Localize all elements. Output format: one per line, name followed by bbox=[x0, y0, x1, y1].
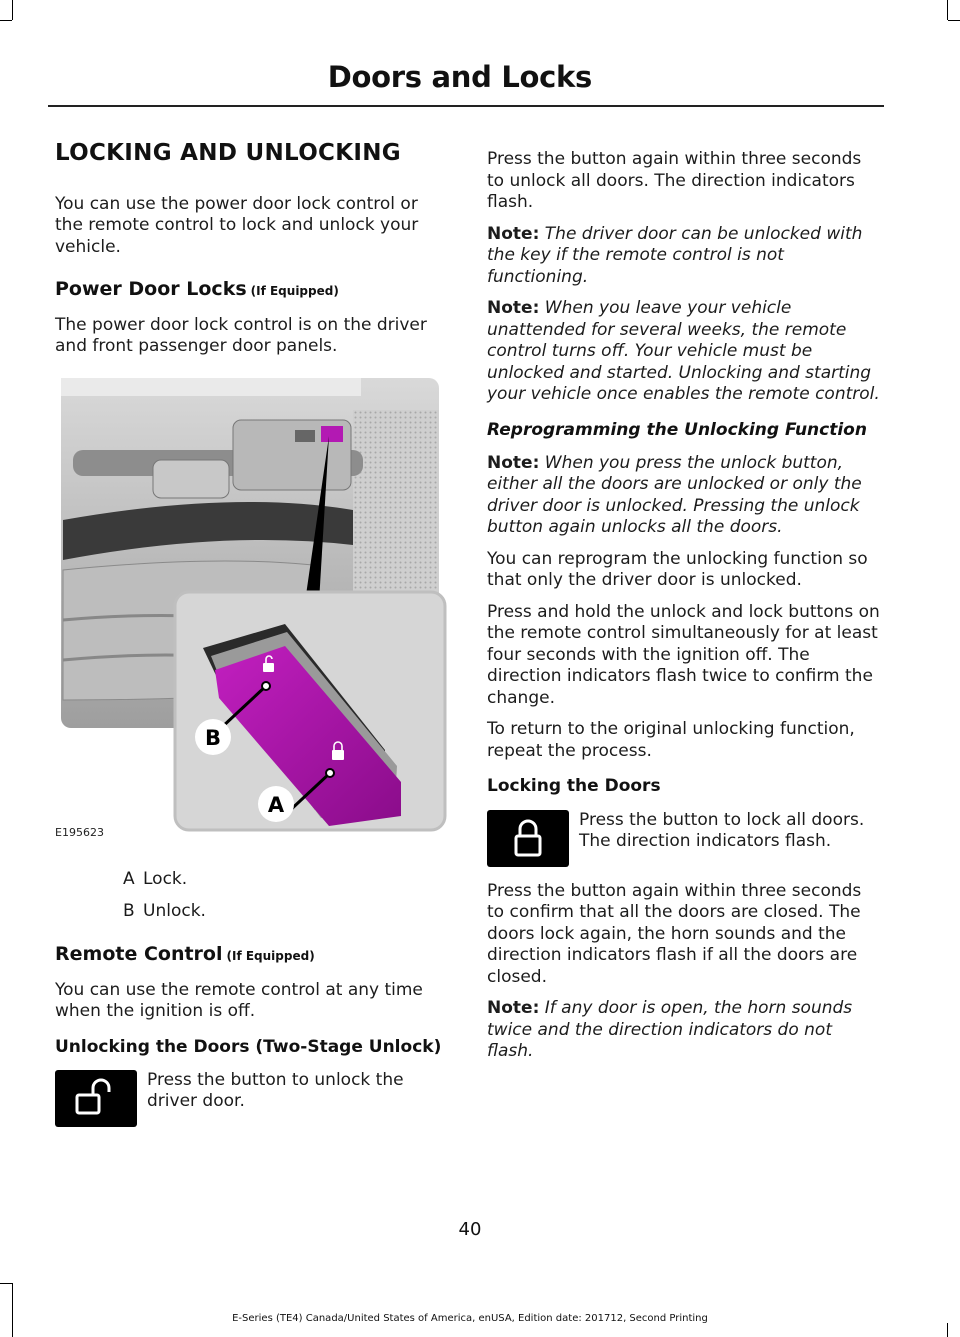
power-door-locks-heading bbox=[55, 278, 450, 301]
note bbox=[487, 453, 883, 539]
lock-instruction-text: Press the button to lock all doors. The direction indicators flash. bbox=[579, 809, 865, 851]
page-header-title: Doors and Locks bbox=[327, 60, 592, 94]
legend-row bbox=[55, 869, 450, 891]
note-text: When you leave your vehicle unattended for several weeks, the remote control turns off. Your vehicle must be unlocked and started. Unlocking and starting your vehicle once enables the remote control. bbox=[487, 298, 880, 404]
intro-paragraph: You can use the power door lock control or the remote control to lock and unlock your vehicle. bbox=[55, 193, 419, 257]
legend-key: A bbox=[123, 868, 135, 889]
locking-heading: Locking the Doors bbox=[487, 776, 661, 797]
note-text: The driver door can be unlocked with the key if the remote control is not functioning. bbox=[487, 223, 863, 287]
note-text: If any door is open, the horn sounds twice and the direction indicators do not flash. bbox=[487, 998, 853, 1061]
unlocking-heading: Unlocking the Doors (Two-Stage Unlock) bbox=[55, 1036, 442, 1057]
door-panel-illustration bbox=[53, 370, 449, 843]
door-lock-figure bbox=[53, 370, 449, 843]
callout-b-label: B bbox=[204, 725, 222, 750]
unlock-instruction-text: Press the button to unlock the driver door. bbox=[147, 1069, 404, 1112]
paragraph: You can reprogram the unlocking function so that only the driver door is unlocked. bbox=[487, 548, 868, 591]
section-heading: LOCKING AND UNLOCKING bbox=[55, 140, 401, 166]
crop-mark bbox=[947, 1323, 948, 1337]
if-equipped-label: (If Equipped) bbox=[250, 284, 339, 299]
legend-value: Lock. bbox=[143, 868, 188, 889]
lock-instruction bbox=[487, 810, 883, 867]
paragraph: To return to the original unlocking function, repeat the process. bbox=[487, 719, 855, 761]
remote-paragraph: You can use the remote control at any time when the ignition is off. bbox=[55, 979, 423, 1022]
unlock-icon bbox=[55, 1070, 137, 1127]
power-door-locks-title: Power Door Locks bbox=[55, 278, 247, 301]
unlock-instruction bbox=[55, 1070, 450, 1127]
note-label: Note: bbox=[487, 298, 540, 318]
note-text: When you press the unlock button, either all the doors are unlocked or only the driver door is unlocked. Pressing the unlock button again unlocks all the doors. bbox=[487, 452, 862, 538]
legend-value: Unlock. bbox=[143, 901, 206, 922]
note-label: Note: bbox=[487, 998, 540, 1018]
reprogramming-heading: Reprogramming the Unlocking Function bbox=[487, 419, 867, 440]
crop-mark bbox=[0, 1283, 12, 1284]
page-number: 40 bbox=[458, 1219, 482, 1240]
note-label: Note: bbox=[487, 223, 540, 244]
legend-key: B bbox=[123, 901, 135, 922]
callout-a-label: A bbox=[267, 792, 285, 817]
page-footer: E-Series (TE4) Canada/United States of America, enUSA, Edition date: 201712, Second Printing bbox=[232, 1313, 708, 1324]
paragraph: Press the button again within three seconds to confirm that all the doors are closed. The doors lock again, the horn sounds and the direction indicators flash if all the doors are closed. bbox=[487, 880, 862, 987]
remote-control-heading bbox=[55, 943, 450, 966]
crop-mark bbox=[948, 20, 960, 21]
crop-mark bbox=[12, 1283, 13, 1337]
note bbox=[487, 298, 883, 406]
power-locks-paragraph: The power door lock control is on the driver and front passenger door panels. bbox=[55, 314, 427, 357]
lock-icon bbox=[487, 810, 569, 867]
legend-row bbox=[55, 901, 450, 923]
crop-mark bbox=[0, 20, 12, 21]
left-column bbox=[55, 140, 450, 1141]
figure-code: E195623 bbox=[55, 825, 104, 839]
note bbox=[487, 998, 883, 1063]
note bbox=[487, 224, 883, 289]
paragraph: Press and hold the unlock and lock buttons on the remote control simultaneously for at least four seconds with the ignition off. The direction indicators flash twice to confirm the change. bbox=[487, 601, 880, 708]
if-equipped-label: (If Equipped) bbox=[226, 948, 315, 963]
paragraph: Press the button again within three seconds to unlock all doors. The direction indicators flash. bbox=[487, 149, 862, 212]
crop-mark bbox=[947, 0, 948, 20]
header-rule bbox=[48, 105, 884, 107]
remote-control-title: Remote Control bbox=[55, 942, 223, 965]
right-column bbox=[487, 149, 883, 1073]
note-label: Note: bbox=[487, 452, 540, 473]
crop-mark bbox=[12, 0, 13, 20]
